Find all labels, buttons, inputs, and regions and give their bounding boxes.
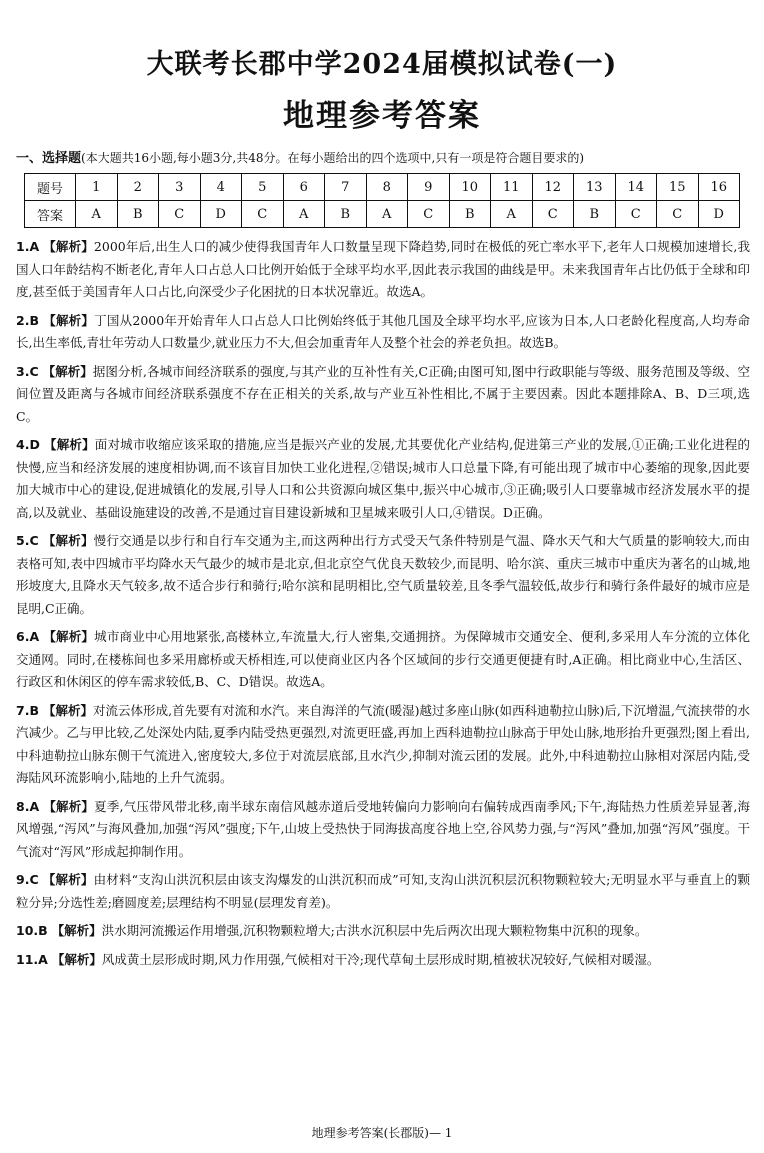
- answer-table-number-row: [25, 174, 740, 201]
- answer-cell: B: [574, 201, 616, 228]
- explanation-item: [16, 920, 750, 943]
- question-number-cell: 14: [615, 174, 657, 201]
- item-number: 4.D: [16, 437, 40, 452]
- analysis-tag: 【解析】: [51, 923, 102, 938]
- section-description: (本大题共16小题,每小题3分,共48分。在每小题给出的四个选项中,只有一项是符合题目要求的): [81, 151, 584, 165]
- item-number: 6.A: [16, 629, 40, 644]
- item-text: 2000年后,出生人口的减少使得我国青年人口数量呈现下降趋势,同时在极低的死亡率水平下,老年人口规模加速增长,我国人口年龄结构不断老化,青年人口占总人口比例开始低于全球平均水平,因此表示我国的曲线是甲。未来我国青年占比仍低于全球和印度,甚至低于美国青年人口占比,向深受少子化困扰的日本状况靠近。故选A。: [16, 239, 750, 299]
- question-number-cell: 6: [283, 174, 325, 201]
- question-number-cell: 3: [159, 174, 201, 201]
- question-number-cell: 7: [325, 174, 367, 201]
- item-text: 面对城市收缩应该采取的措施,应当是振兴产业的发展,尤其要优化产业结构,促进第三产业的发展,①正确;工业化进程的快慢,应当和经济发展的速度相协调,而不该盲目加快工业化进程,②错误;城市人口总量下降,有可能出现了城市中心萎缩的现象,因此要加大城市中心的建设,促进城镇化的发展,引导人口和公共资源向城区集中,振兴中心城市,③正确;吸引人口要靠城市经济发展水平的提高,以及就业、基础设施建设的改善,不是通过盲目建设新城和卫星城来吸引人口,④错误。D正确。: [16, 437, 750, 520]
- explanation-item: [16, 869, 750, 914]
- analysis-tag: 【解析】: [43, 629, 95, 644]
- question-number-cell: 1: [76, 174, 118, 201]
- answer-cell: C: [408, 201, 450, 228]
- answer-cell: B: [117, 201, 159, 228]
- analysis-tag: 【解析】: [44, 437, 95, 452]
- question-number-cell: 12: [532, 174, 574, 201]
- explanation-item: [16, 310, 750, 355]
- question-number-cell: 13: [574, 174, 616, 201]
- question-number-cell: 5: [242, 174, 284, 201]
- item-text: 洪水期河流搬运作用增强,沉积物颗粒增大;古洪水沉积层中先后两次出现大颗粒物集中沉积的现象。: [101, 923, 648, 938]
- analysis-tag: 【解析】: [42, 533, 94, 548]
- row-label-answer: 答案: [25, 201, 76, 228]
- item-text: 由材料“支沟山洪沉积层由该支沟爆发的山洪沉积而成”可知,支沟山洪沉积层沉积物颗粒较大;无明显水平与垂直上的颗粒分异;分选性差;磨圆度差;层理结构不明显(层理发育差)。: [16, 872, 750, 910]
- answer-table-answer-row: [25, 201, 740, 228]
- item-number: 2.B: [16, 312, 39, 328]
- analysis-tag: 【解析】: [43, 239, 94, 254]
- explanation-item: [16, 434, 750, 524]
- explanation-item: [16, 361, 750, 429]
- analysis-tag: 【解析】: [42, 702, 94, 718]
- explanation-item: [16, 626, 750, 694]
- answer-cell: C: [615, 201, 657, 228]
- question-number-cell: 4: [200, 174, 242, 201]
- analysis-tag: 【解析】: [42, 363, 93, 379]
- item-text: 对流云体形成,首先要有对流和水汽。来自海洋的气流(暖湿)越过多座山脉(如西科迪勒拉山脉)后,下沉增温,气流挟带的水汽减少。乙与甲比较,乙处深处内陆,夏季内陆受热更强烈,对流更旺盛,再加上西科迪勒拉山脉高于甲处山脉,地形抬升更强烈;图上看出,中科迪勒拉山脉东侧干气流进入,密度较大,多位于对流层底部,且水汽少,抑制对流云团的发展。此外,中科迪勒拉山脉相对深居内陆,受海陆风环流影响小,陆地的上升气流弱。: [16, 702, 750, 785]
- answer-cell: B: [325, 201, 367, 228]
- section-heading: [16, 150, 751, 167]
- page-footer: 地理参考答案(长郡版)— 1: [311, 1126, 453, 1140]
- answer-cell: A: [283, 201, 325, 228]
- item-text: 夏季,气压带风带北移,南半球东南信风越赤道后受地转偏向力影响向右偏转成西南季风;下午,海陆热力性质差异显著,海风增强,“泻风”与海风叠加,加强“泻风”强度;下午,山坡上受热快于同海拔高度谷地上空,谷风势力强,与“泻风”叠加,加强“泻风”强度。干气流对“泻风”形成起抑制作用。: [16, 798, 751, 859]
- item-text: 慢行交通是以步行和自行车交通为主,而这两种出行方式受天气条件特别是气温、降水天气和大气质量的影响较大,而由表格可知,表中四城市平均降水天气最少的城市是北京,但北京空气优良天数较少,而昆明、哈尔滨、重庆三城市中重庆为著名的山城,地形坡度大,且降水天气较多,故不适合步行和骑行;哈尔滨和昆明相比,空气质量较差,且冬季气温较低,故步行和骑行条件最好的城市应是昆明,C正确。: [16, 533, 750, 616]
- item-text: 风成黄土层形成时期,风力作用强,气候相对干冷;现代草甸土层形成时期,植被状况较好,气候相对暖湿。: [101, 951, 660, 967]
- answer-cell: D: [200, 201, 242, 228]
- question-number-cell: 16: [698, 174, 740, 201]
- item-number: 8.A: [16, 798, 40, 814]
- section-label: 一、选择题: [16, 151, 82, 166]
- answer-table: [24, 173, 740, 228]
- explanation-item: [16, 530, 750, 620]
- item-text: 据图分析,各城市间经济联系的强度,与其产业的互补性有关,C正确;由图可知,图中行政职能与等级、服务范围及等级、空间位置及距离与各城市间经济联系强度不存在正相关的关系,故与产业互补性相比,不属于主要因素。因此本题排除A、B、D三项,选C。: [16, 363, 750, 424]
- item-number: 9.C: [16, 872, 39, 887]
- analysis-tag: 【解析】: [43, 312, 95, 328]
- analysis-tag: 【解析】: [42, 872, 94, 887]
- item-number: 10.B: [16, 923, 48, 938]
- analysis-tag: 【解析】: [51, 951, 102, 967]
- row-label-number: 题号: [25, 174, 76, 201]
- item-text: 丁国从2000年开始青年人口占总人口比例始终低于其他几国及全球平均水平,应该为日本,人口老龄化程度高,人均寿命长,出生率低,青壮年劳动人口数量少,就业压力不大,但会加重青年人及整个社会的养老负担。故选B。: [16, 312, 750, 350]
- question-number-cell: 2: [117, 174, 159, 201]
- answer-cell: C: [532, 201, 574, 228]
- answer-cell: C: [242, 201, 284, 228]
- explanation-item: [16, 700, 750, 790]
- item-number: 5.C: [16, 533, 39, 548]
- analysis-tag: 【解析】: [43, 798, 95, 814]
- explanation-list: [16, 236, 750, 977]
- answer-cell: B: [449, 201, 491, 228]
- answer-cell: A: [366, 201, 408, 228]
- item-number: 3.C: [16, 363, 39, 379]
- answer-cell: C: [159, 201, 201, 228]
- page-title: 大联考长郡中学2024届模拟试卷(一): [146, 49, 618, 80]
- question-number-cell: 8: [366, 174, 408, 201]
- item-number: 11.A: [16, 951, 48, 967]
- item-text: 城市商业中心用地紧张,高楼林立,车流量大,行人密集,交通拥挤。为保障城市交通安全、便利,多采用人车分流的立体化交通网。同时,在楼栋间也多采用廊桥或天桥相连,可以使商业区内各个区域间的步行交通更便捷有时,A正确。相比商业中心,生活区、行政区和休闲区的停车需求较低,B、C、D错误。故选A。: [16, 629, 750, 689]
- answer-cell: D: [698, 201, 740, 228]
- page-subtitle: 地理参考答案: [283, 98, 481, 134]
- question-number-cell: 11: [491, 174, 533, 201]
- question-number-cell: 9: [408, 174, 450, 201]
- answer-cell: C: [657, 201, 699, 228]
- item-number: 7.B: [16, 702, 39, 718]
- question-number-cell: 10: [449, 174, 491, 201]
- question-number-cell: 15: [657, 174, 699, 201]
- answer-cell: A: [76, 201, 118, 228]
- answer-cell: A: [491, 201, 533, 228]
- explanation-item: [16, 949, 750, 972]
- explanation-item: [16, 236, 750, 304]
- explanation-item: [16, 796, 750, 864]
- item-number: 1.A: [16, 239, 40, 254]
